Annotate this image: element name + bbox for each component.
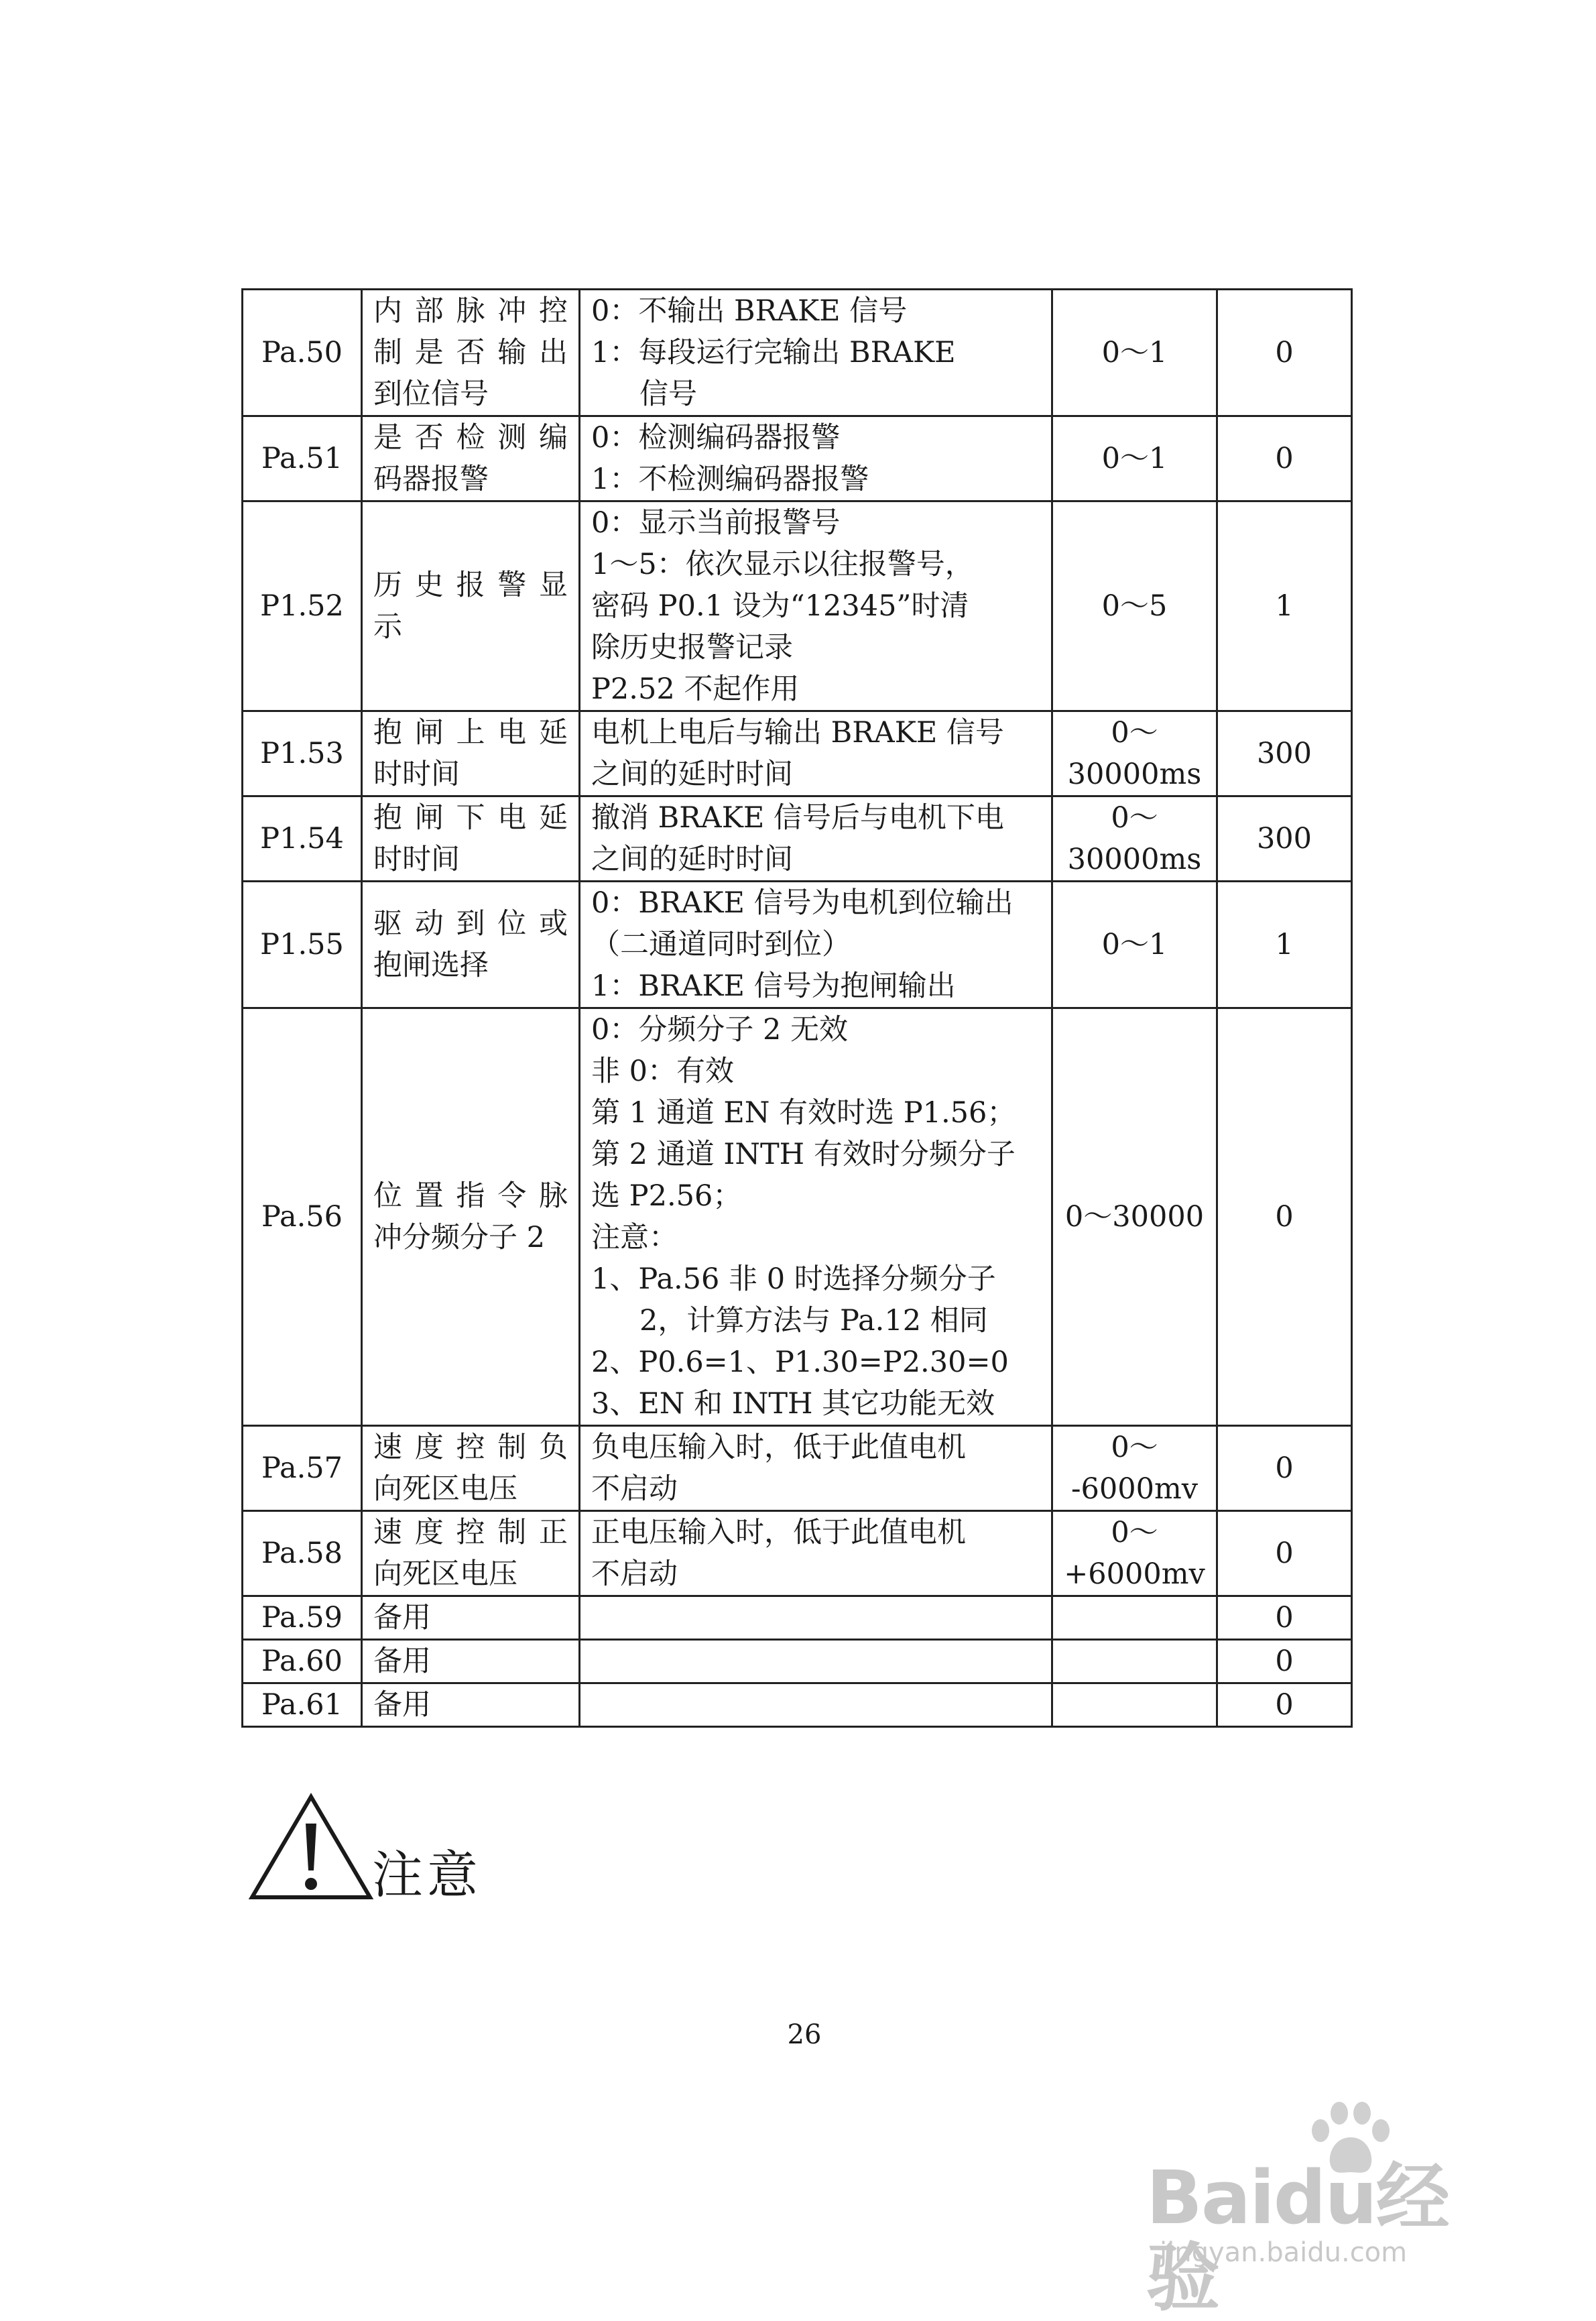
param-code-cell xyxy=(243,711,362,796)
param-code: P1.55 xyxy=(260,928,344,961)
param-code-cell xyxy=(243,1683,362,1727)
param-desc-line: 1～5：依次显示以往报警号， xyxy=(591,548,974,581)
param-code: Pa.56 xyxy=(261,1200,343,1234)
param-range-cell xyxy=(1052,882,1217,1008)
param-desc-line: 密码 P0.1 设为“12345”时清 xyxy=(591,589,969,623)
param-range-line: 0～5 xyxy=(1101,589,1168,623)
table-row xyxy=(243,882,1352,1008)
param-default-cell xyxy=(1217,711,1352,796)
param-desc-line: 1：每段运行完输出 BRAKE xyxy=(591,336,956,369)
param-desc-line: 第 1 通道 EN 有效时选 P1.56； xyxy=(591,1096,1016,1130)
param-name-cell xyxy=(362,1511,580,1596)
param-default-cell xyxy=(1217,1511,1352,1596)
param-range-cell xyxy=(1052,290,1217,416)
param-name-cell xyxy=(362,1008,580,1426)
table-row xyxy=(243,711,1352,796)
param-code-cell xyxy=(243,796,362,882)
param-name-line: 备用 xyxy=(373,1601,431,1634)
param-default: 0 xyxy=(1275,1537,1294,1570)
param-default: 0 xyxy=(1275,1601,1294,1634)
table-row xyxy=(243,1596,1352,1640)
param-name-cell xyxy=(362,290,580,416)
table-row xyxy=(243,1511,1352,1596)
param-desc-line: 不启动 xyxy=(591,1472,678,1506)
param-name-line: 时时间 xyxy=(373,843,460,876)
param-desc-line: 除历史报警记录 xyxy=(591,631,793,664)
param-name-line: 抱闸下电延 xyxy=(373,801,568,835)
parameter-table xyxy=(241,288,1353,1728)
watermark-brand: Baidu经验 xyxy=(1146,2155,1449,2321)
param-name-line: 备用 xyxy=(373,1645,431,1678)
param-range-cell xyxy=(1052,1640,1217,1683)
param-range-cell xyxy=(1052,1426,1217,1511)
param-desc-line: （二通道同时到位） xyxy=(591,928,851,961)
param-code-cell xyxy=(243,1511,362,1596)
page-number: 26 xyxy=(787,2019,822,2050)
param-default-cell xyxy=(1217,1426,1352,1511)
param-name-cell xyxy=(362,1596,580,1640)
param-name-line: 速度控制负 xyxy=(373,1431,568,1464)
param-range-cell xyxy=(1052,1008,1217,1426)
param-name-line: 向死区电压 xyxy=(373,1557,517,1591)
param-desc-line: 3、EN 和 INTH 其它功能无效 xyxy=(591,1387,995,1421)
param-code: Pa.50 xyxy=(261,336,343,369)
param-code-cell xyxy=(243,290,362,416)
param-name-cell xyxy=(362,501,580,711)
param-desc-line: 1：BRAKE 信号为抱闸输出 xyxy=(591,969,956,1003)
param-default: 0 xyxy=(1275,442,1294,475)
param-desc-line: 撤消 BRAKE 信号后与电机下电 xyxy=(591,801,1004,835)
param-range-line: 0～ xyxy=(1111,801,1158,835)
param-desc-line: 2、P0.6=1、P1.30=P2.30=0 xyxy=(591,1346,1009,1379)
param-code: P1.52 xyxy=(260,589,344,623)
param-code: P1.54 xyxy=(260,822,344,855)
watermark-url: jingyan.baidu.com xyxy=(1160,2237,1408,2268)
param-name-cell xyxy=(362,796,580,882)
param-name-line: 冲分频分子 2 xyxy=(373,1221,546,1254)
table-row xyxy=(243,501,1352,711)
param-default: 300 xyxy=(1256,737,1312,770)
param-default: 300 xyxy=(1256,822,1312,855)
param-default-cell xyxy=(1217,1640,1352,1683)
param-range-cell xyxy=(1052,1596,1217,1640)
param-name-line: 制是否输出 xyxy=(373,336,568,369)
param-desc-line: 0：不输出 BRAKE 信号 xyxy=(591,294,908,328)
param-desc-cell xyxy=(580,1640,1052,1683)
param-code: Pa.51 xyxy=(261,442,343,475)
param-desc-line: 选 P2.56； xyxy=(591,1179,742,1213)
param-code: P1.53 xyxy=(260,737,344,770)
param-default-cell xyxy=(1217,882,1352,1008)
param-desc-line: 之间的延时时间 xyxy=(591,758,793,791)
table-row xyxy=(243,1640,1352,1683)
table-row xyxy=(243,1426,1352,1511)
param-desc-line: P2.52 不起作用 xyxy=(591,672,800,706)
param-code-cell xyxy=(243,1008,362,1426)
param-desc-cell xyxy=(580,1511,1052,1596)
param-code-cell xyxy=(243,882,362,1008)
param-desc-cell xyxy=(580,290,1052,416)
param-range-line: 0～1 xyxy=(1101,928,1168,961)
param-desc-line: 0：显示当前报警号 xyxy=(591,506,841,540)
param-name-cell xyxy=(362,711,580,796)
param-code: Pa.60 xyxy=(261,1645,343,1678)
param-default: 0 xyxy=(1275,1451,1294,1485)
param-default-cell xyxy=(1217,290,1352,416)
param-code: Pa.58 xyxy=(261,1537,343,1570)
param-name-line: 到位信号 xyxy=(373,377,489,411)
param-range-line: +6000mv xyxy=(1064,1557,1205,1591)
param-desc-line: 非 0：有效 xyxy=(591,1055,735,1088)
param-desc-line: 第 2 通道 INTH 有效时分频分子 xyxy=(591,1138,1016,1171)
param-range-line: 30000ms xyxy=(1067,758,1202,791)
parameter-table-body xyxy=(243,290,1352,1727)
param-name-line: 抱闸上电延 xyxy=(373,716,568,750)
param-name-line: 示 xyxy=(373,610,402,644)
param-code-cell xyxy=(243,1596,362,1640)
warning-label: 注意 xyxy=(372,1845,482,1905)
param-default: 0 xyxy=(1275,1688,1294,1722)
param-name-line: 是否检测编 xyxy=(373,421,568,455)
param-code-cell xyxy=(243,501,362,711)
param-name-cell xyxy=(362,1683,580,1727)
param-code-cell xyxy=(243,1640,362,1683)
param-range-cell xyxy=(1052,416,1217,501)
param-desc-line: 1、Pa.56 非 0 时选择分频分子 xyxy=(591,1262,996,1296)
param-range-line: 0～1 xyxy=(1101,442,1168,475)
param-range-line: -6000mv xyxy=(1070,1472,1199,1506)
param-desc-cell xyxy=(580,1426,1052,1511)
param-default: 0 xyxy=(1275,336,1294,369)
param-desc-cell xyxy=(580,711,1052,796)
param-name-cell xyxy=(362,882,580,1008)
param-range-cell xyxy=(1052,501,1217,711)
param-name-cell xyxy=(362,1426,580,1511)
param-range-cell xyxy=(1052,1683,1217,1727)
param-desc-line: 0：检测编码器报警 xyxy=(591,421,841,455)
param-default: 1 xyxy=(1275,928,1294,961)
param-desc-line: 正电压输入时，低于此值电机 xyxy=(591,1516,966,1549)
param-code-cell xyxy=(243,1426,362,1511)
table-row xyxy=(243,290,1352,416)
param-default-cell xyxy=(1217,1596,1352,1640)
param-default-cell xyxy=(1217,416,1352,501)
param-name-line: 位置指令脉 xyxy=(373,1179,568,1213)
param-range-cell xyxy=(1052,796,1217,882)
param-name-line: 抱闸选择 xyxy=(373,949,489,982)
param-range-line: 0～ xyxy=(1111,716,1158,750)
param-name-line: 速度控制正 xyxy=(373,1516,568,1549)
table-row xyxy=(243,1683,1352,1727)
param-desc-line: 1：不检测编码器报警 xyxy=(591,463,869,496)
table-row xyxy=(243,416,1352,501)
param-desc-line: 电机上电后与输出 BRAKE 信号 xyxy=(591,716,1004,750)
param-desc-cell xyxy=(580,882,1052,1008)
table-row xyxy=(243,796,1352,882)
param-code: Pa.61 xyxy=(261,1688,343,1722)
param-name-line: 时时间 xyxy=(373,758,460,791)
param-name-line: 向死区电压 xyxy=(373,1472,517,1506)
param-name-line: 内部脉冲控 xyxy=(373,294,568,328)
table-row xyxy=(243,1008,1352,1426)
param-desc-line: 0：BRAKE 信号为电机到位输出 xyxy=(591,886,1014,920)
param-range-cell xyxy=(1052,1511,1217,1596)
param-desc-cell xyxy=(580,1683,1052,1727)
param-name-line: 码器报警 xyxy=(373,463,489,496)
param-desc-line: 注意： xyxy=(591,1221,678,1254)
param-desc-line: 2，计算方法与 Pa.12 相同 xyxy=(639,1304,988,1337)
param-desc-line: 信号 xyxy=(639,377,697,411)
param-desc-line: 负电压输入时，低于此值电机 xyxy=(591,1431,966,1464)
param-range-line: 30000ms xyxy=(1067,843,1202,876)
param-code-cell xyxy=(243,416,362,501)
param-default-cell xyxy=(1217,501,1352,711)
param-desc-line: 不启动 xyxy=(591,1557,678,1591)
param-desc-cell xyxy=(580,416,1052,501)
param-default-cell xyxy=(1217,796,1352,882)
param-default: 0 xyxy=(1275,1200,1294,1234)
param-desc-line: 0：分频分子 2 无效 xyxy=(591,1013,849,1047)
param-default: 0 xyxy=(1275,1645,1294,1678)
param-range-line: 0～30000 xyxy=(1064,1200,1205,1234)
param-code: Pa.57 xyxy=(261,1451,343,1485)
param-default-cell xyxy=(1217,1683,1352,1727)
param-name-line: 备用 xyxy=(373,1688,431,1722)
param-desc-cell xyxy=(580,1008,1052,1426)
param-desc-cell xyxy=(580,796,1052,882)
param-name-line: 历史报警显 xyxy=(373,569,568,602)
param-range-cell xyxy=(1052,711,1217,796)
param-name-line: 驱动到位或 xyxy=(373,907,568,941)
param-desc-line: 之间的延时时间 xyxy=(591,843,793,876)
param-default-cell xyxy=(1217,1008,1352,1426)
param-name-cell xyxy=(362,416,580,501)
param-range-line: 0～1 xyxy=(1101,336,1168,369)
param-default: 1 xyxy=(1275,589,1294,623)
param-range-line: 0～ xyxy=(1111,1431,1158,1464)
param-range-line: 0～ xyxy=(1111,1516,1158,1549)
baidu-watermark xyxy=(1140,2098,1515,2321)
param-code: Pa.59 xyxy=(261,1601,343,1634)
param-desc-cell xyxy=(580,1596,1052,1640)
param-name-cell xyxy=(362,1640,580,1683)
param-desc-cell xyxy=(580,501,1052,711)
